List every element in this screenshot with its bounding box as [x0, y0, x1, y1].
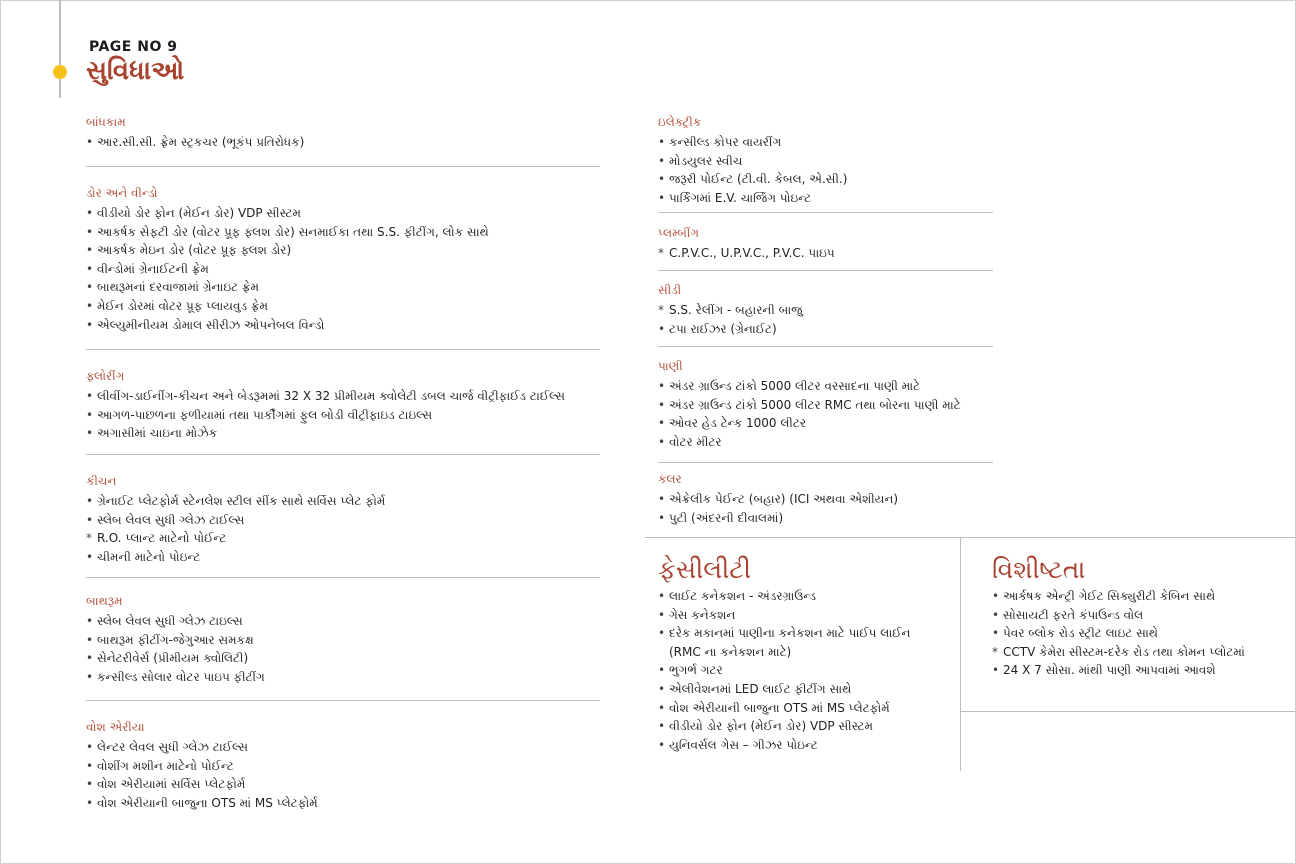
section-title: પ્લમ્બીંગ: [658, 226, 700, 240]
divider: [86, 349, 600, 350]
header-dot-icon: [53, 65, 67, 79]
section-specialty: [992, 555, 1245, 680]
divider: [86, 166, 600, 167]
list-item: • અંડર ગ્રાઉન્ડ ટાંકો 5000 લીટર RMC તથા બોરના પાણી માટે: [658, 397, 961, 412]
list-item: • યુનિવર્સલ ગેસ – ગીઝર પોઇન્ટ: [658, 737, 818, 752]
section-title: વોશ એરીયા: [86, 720, 145, 734]
list-item: • આકર્ષક સેફટી ડોર (વોટર પ્રૂફ ફ્લશ ડોર) સનમાઈકા તથા S.S. ફીટીંગ, લોક સાથે: [86, 224, 489, 239]
section-flooring: [86, 368, 565, 443]
header-vertical-line: [59, 0, 61, 98]
section-title: ડોર અને વીન્ડો: [86, 186, 158, 200]
list-item: • ગ્રેનાઈટ પ્લેટફોર્મ સ્ટેનલેશ સ્ટીલ સીંક સાથે સર્વિસ પ્લેટ ફોર્મ: [86, 494, 386, 508]
list-item: * S.S. રેલીંગ - બહારની બાજુ: [658, 303, 803, 317]
section-title: સીડી: [658, 283, 682, 297]
list-item: • વોશ એરીયાની બાજુના OTS માં MS પ્લેટફોર્મ: [658, 700, 890, 715]
list-item: • અંડર ગ્રાઉન્ડ ટાંકો 5000 લીટર વરસાદના પાણી માટે: [658, 379, 921, 393]
list-item: • ચીમની માટેનો પોઇન્ટ: [86, 549, 201, 564]
section-title: બાથરૂમ: [86, 594, 123, 608]
list-item: * C.P.V.C., U.P.V.C., P.V.C. પાઇપ: [658, 246, 835, 260]
section-title: ફ્લોરીંગ: [86, 369, 125, 383]
list-item: • અગાસીમાં ચાઇના મોઝેક: [86, 426, 218, 441]
divider: [658, 462, 993, 463]
page-title: સુવિધાઓ: [86, 56, 185, 86]
list-item: • ભુગર્ભ ગટર: [658, 663, 723, 678]
box-bottom-border: [960, 711, 1295, 712]
divider: [658, 346, 993, 347]
list-item: • વોશીંગ મશીન માટેનો પોઈન્ટ: [86, 758, 234, 773]
divider: [86, 700, 600, 701]
list-item: • ટપા રાઈઝર (ગ્રેનાઈટ): [658, 321, 777, 336]
section-title: પાણી: [658, 359, 683, 373]
section-water: [658, 358, 961, 451]
section-stairs: [658, 282, 803, 338]
section-bathroom: [86, 593, 265, 686]
list-item: * R.O. પ્લાન્ટ માટેનો પોઈન્ટ: [86, 531, 227, 546]
list-item: (RMC ના કનેકશન માટે): [669, 644, 792, 659]
list-item: • કન્સીલ્ડ સોલાર વોટર પાઇપ ફીટીંગ: [86, 669, 265, 684]
box-separator: [960, 537, 961, 771]
list-item: • પેવર બ્લોક રોડ સ્ટ્રીટ લાઇટ સાથે: [992, 626, 1158, 641]
list-item: • વોટર મીટર: [658, 434, 722, 449]
list-item: • પુટી (અંદરની દીવાલમાં): [658, 510, 784, 525]
section-construction: [86, 114, 304, 152]
list-item: • આગળ-પાછળના ફળીયામાં તથા પાર્કીંગમાં ફુલ બોડી વીટ્રીફાઇડ ટાઇલ્સ: [86, 407, 433, 422]
facility-title: ફેસીલીટી: [658, 555, 752, 584]
list-item: • બાથરૂમનાં દરવાજામાં ગ્રેનાઇટ ફ્રેમ: [86, 280, 259, 295]
list-item: • ગેસ કનેકશન: [658, 607, 736, 622]
section-facility: [658, 555, 910, 754]
divider: [658, 270, 993, 271]
section-title: ઇલેક્ટ્રીક: [658, 115, 702, 129]
list-item: • ઓવર હેડ ટેન્ક 1000 લીટર: [658, 416, 807, 431]
section-title: કીચન: [86, 474, 117, 488]
list-item: • આર્કષક એન્ટ્રી ગેઈટ સિક્યુરીટી કેબિન સાથે: [992, 589, 1216, 603]
list-item: • સોસાયટી ફરતે કંપાઉન્ડ વોલ: [992, 607, 1144, 622]
list-item: • લાઈટ કનેકશન - અંડરગ્રાઉન્ડ: [658, 589, 816, 603]
list-item: • દરેક મકાનમાં પાણીના કનેકશન માટે પાઈપ લાઈન: [658, 626, 911, 641]
list-item: • જરૂરી પોઈન્ટ (ટી.વી. કેબલ, એ.સી.): [658, 172, 848, 187]
section-electric: [658, 114, 847, 207]
list-item: • 24 X 7 સોસા. માંથી પાણી આપવામાં આવશે: [992, 663, 1216, 678]
specialty-title: વિશીષ્ટતા: [992, 555, 1086, 584]
section-wash-area: [86, 719, 318, 812]
divider: [658, 212, 993, 213]
list-item: • સ્લેબ લેવલ સુધી ગ્લેઝ ટાઇલ્સ: [86, 614, 243, 628]
list-item: • મેઈન ડોરમાં વોટર પ્રૂફ પ્લાયવુડ ફ્રેમ: [86, 298, 268, 313]
page-number: PAGE NO 9: [89, 39, 178, 55]
section-kitchen: [86, 473, 385, 566]
list-item: • વીન્ડોમાં ગ્રેનાઈટની ફ્રેમ: [86, 261, 209, 276]
list-item: • કન્સીલ્ડ કોપર વાયરીંગ: [658, 135, 782, 149]
divider: [86, 577, 600, 578]
list-item: • લેન્ટર લેવલ સુધી ગ્લેઝ ટાઈલ્સ: [86, 740, 248, 754]
section-door-window: [86, 185, 489, 334]
list-item: * CCTV કેમેરા સીસ્ટમ-દરેક રોડ તથા કોમન પ્લોટમાં: [992, 644, 1245, 659]
section-color: [658, 471, 898, 527]
list-item: • આકર્ષક મેઇન ડોર (વોટર પ્રૂફ ફ્લશ ડોર): [86, 243, 292, 258]
box-top-border: [645, 537, 1295, 538]
list-item: • વોશ એરીયામાં સર્વિસ પ્લેટફોર્મ: [86, 777, 246, 792]
divider: [86, 454, 600, 455]
list-item: • લીવીંગ-ડાઈનીંગ-કીચન અને બેડરૂમમાં 32 X 32 પ્રીમીયમ ક્વોલેટી ડબલ ચાર્જ વીટ્રીફાઈડ ટાઈલ્સ: [86, 389, 565, 403]
list-item: • મોડયુલર સ્વીચ: [658, 153, 743, 168]
list-item: • સેનેટરીવેર્સ (પ્રીમીયમ ક્વોલિટી): [86, 651, 249, 666]
section-plumbing: [658, 225, 835, 263]
list-item: • એક્રેલીક પેઈન્ટ (બહાર) (ICI અથવા એશીયન): [658, 492, 899, 506]
section-title: કલર: [658, 472, 682, 486]
list-item: • આર.સી.સી. ફ્રેમ સ્ટ્રકચર (ભૂકંપ પ્રતિરોધક): [86, 135, 305, 149]
list-item: • પાર્કિંગમાં E.V. ચાર્જિંગ પોઇન્ટ: [658, 190, 812, 205]
section-title: બાંધકામ: [86, 115, 126, 129]
list-item: • સ્લેબ લેવલ સુધી ગ્લેઝ ટાઈલ્સ: [86, 512, 245, 527]
list-item: • વીડીયો ડોર ફોન (મેઈન ડોર) VDP સીસ્ટમ: [658, 719, 874, 734]
list-item: • એલીવેશનમાં LED લાઈટ ફીટીંગ સાથે: [658, 681, 852, 696]
list-item: • વોશ એરીયાની બાજુના OTS માં MS પ્લેટફોર્મ: [86, 795, 318, 810]
list-item: • વીડીયો ડોર ફોન (મેઈન ડોર) VDP સીસ્ટમ: [86, 206, 302, 220]
list-item: • બાથરૂમ ફીટીંગ-જેગુઆર સમકક્ષ: [86, 632, 254, 647]
list-item: • એલ્યુમીનીયમ ડોમાલ સીરીઝ ઓપનેબલ વિન્ડો: [86, 317, 325, 332]
